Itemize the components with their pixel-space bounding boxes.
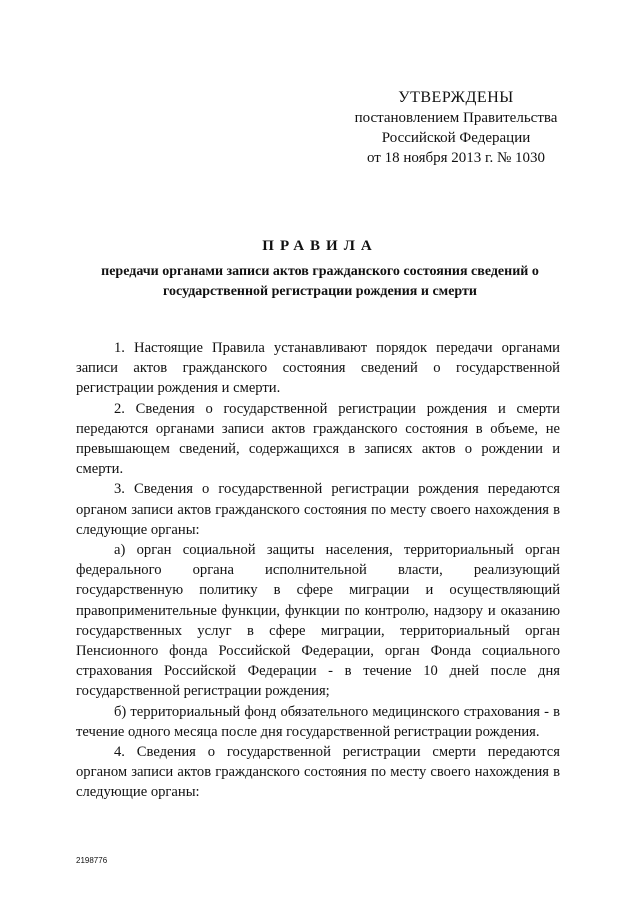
- paragraph: 1. Настоящие Правила устанавливают порядок передачи органами записи актов гражданского состояния сведений о государственной регистрации рождения и смерти.: [76, 340, 560, 397]
- document-body: [76, 338, 560, 803]
- paragraph: 2. Сведения о государственной регистрации рождения и смерти передаются органами записи актов гражданского состояния в объеме, не превышающем сведений, содержащихся в записях актов о рождении и смерти.: [76, 400, 560, 478]
- paragraph: 4. Сведения о государственной регистрации смерти передаются органом записи актов гражданского состояния по месту своего нахождения в следующие органы:: [76, 744, 560, 801]
- approval-date-line: от 18 ноября 2013 г. № 1030: [366, 150, 546, 166]
- paragraph: а) орган социальной защиты населения, территориальный орган федерального органа исполнительной власти, реализующий государственную политику в сфере миграции и осуществляющий правоприменительные функции, функции по контролю, надзору и оказанию государственных услуг в сфере миграции, территориальный орган Пенсионного фонда Российской Федерации, орган Фонда социального страхования Российской Федерации - в течение 10 дней после дня государственной регистрации рождения;: [76, 542, 560, 700]
- document-title: ПРАВИЛА: [262, 238, 378, 254]
- approval-heading: УТВЕРЖДЕНЫ: [398, 89, 514, 106]
- document-subtitle: передачи органами записи актов гражданского состояния сведений о государственной регистрации рождения и смерти: [101, 264, 539, 299]
- approval-block: [346, 88, 566, 168]
- paragraph: 3. Сведения о государственной регистрации рождения передаются органом записи актов гражданского состояния по месту своего нахождения в следующие органы:: [76, 481, 560, 538]
- approval-line: Российской Федерации: [381, 130, 531, 146]
- paragraph: б) территориальный фонд обязательного медицинского страхования - в течение одного месяца после дня государственной регистрации рождения.: [76, 703, 560, 740]
- footer-code: 2198776: [76, 856, 108, 865]
- approval-line: постановлением Правительства: [354, 110, 558, 126]
